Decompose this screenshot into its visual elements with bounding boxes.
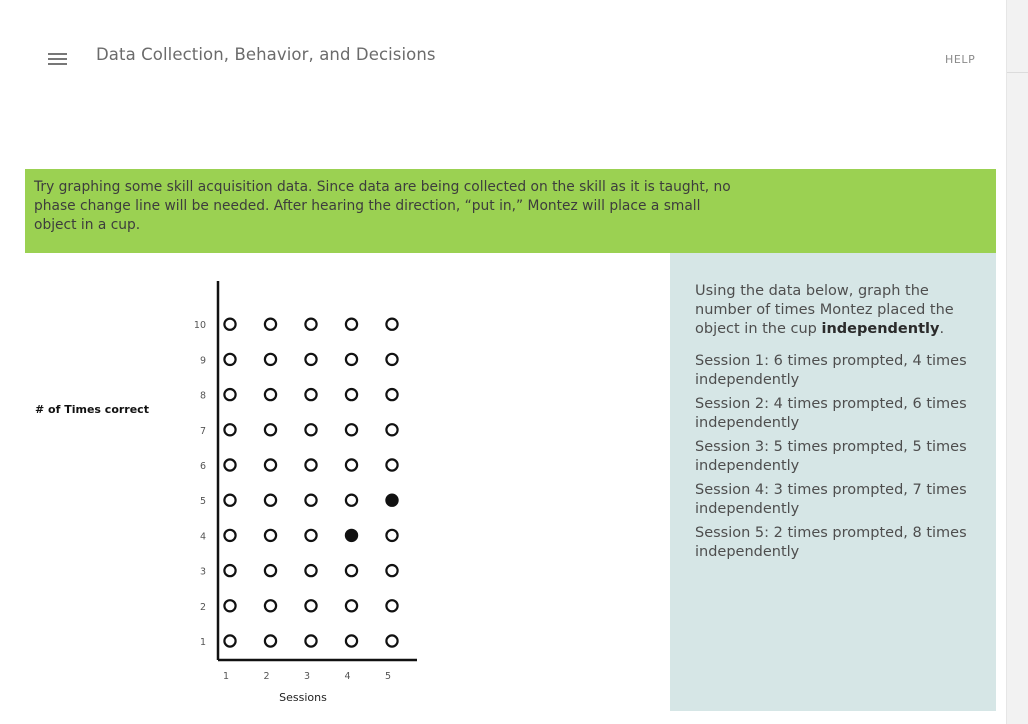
y-tick-label-5: 5 (199, 496, 206, 508)
empty-dot-session-5-value-1[interactable] (386, 635, 397, 646)
x-tick-label-1: 1 (222, 671, 230, 682)
empty-dot-session-5-value-10[interactable] (386, 319, 397, 330)
empty-dot-session-5-value-7[interactable] (386, 424, 397, 435)
session-3-data: Session 3: 5 times prompted, 5 times independently (695, 439, 967, 474)
help-link[interactable]: HELP (945, 53, 976, 66)
empty-dot-session-3-value-7[interactable] (305, 424, 316, 435)
session-2-data: Session 2: 4 times prompted, 6 times independently (695, 396, 967, 431)
panel-intro-bold: independently (821, 321, 940, 337)
empty-dot-session-3-value-1[interactable] (305, 635, 316, 646)
empty-dot-session-5-value-2[interactable] (386, 600, 397, 611)
data-point-session-4-value-4[interactable] (346, 530, 357, 541)
app-title: Data Collection, Behavior, and Decisions (96, 45, 436, 64)
empty-dot-session-4-value-6[interactable] (346, 459, 357, 470)
empty-dot-session-3-value-5[interactable] (305, 495, 316, 506)
empty-dot-session-4-value-9[interactable] (346, 354, 357, 365)
instruction-banner (25, 169, 996, 253)
empty-dot-session-2-value-3[interactable] (265, 565, 276, 576)
empty-dot-session-1-value-6[interactable] (224, 459, 235, 470)
empty-dot-session-2-value-4[interactable] (265, 530, 276, 541)
y-tick-label-6: 6 (199, 461, 206, 472)
y-tick-label-8: 8 (199, 390, 206, 402)
empty-dot-session-4-value-10[interactable] (346, 319, 357, 330)
empty-dot-session-1-value-4[interactable] (224, 530, 235, 541)
y-tick-label-2: 2 (199, 601, 206, 613)
session-4-data: Session 4: 3 times prompted, 7 times independently (695, 482, 967, 517)
y-tick-label-9: 9 (199, 355, 206, 367)
empty-dot-session-3-value-8[interactable] (305, 389, 316, 400)
empty-dot-session-5-value-4[interactable] (386, 530, 397, 541)
x-tick-label-5: 5 (384, 671, 392, 682)
scrollbar-separator (1007, 72, 1028, 73)
empty-dot-session-2-value-1[interactable] (265, 635, 276, 646)
empty-dot-session-1-value-10[interactable] (224, 319, 235, 330)
empty-dot-session-5-value-3[interactable] (386, 565, 397, 576)
empty-dot-session-4-value-7[interactable] (346, 424, 357, 435)
x-tick-label-4: 4 (344, 671, 351, 682)
hamburger-menu-icon[interactable] (48, 53, 67, 66)
data-panel (670, 253, 996, 711)
empty-dot-session-1-value-3[interactable] (224, 565, 235, 576)
empty-dot-session-4-value-1[interactable] (346, 635, 357, 646)
session-1-data: Session 1: 6 times prompted, 4 times independently (695, 353, 967, 388)
empty-dot-session-2-value-8[interactable] (265, 389, 276, 400)
empty-dot-session-1-value-1[interactable] (224, 635, 235, 646)
data-point-session-5-value-5[interactable] (386, 495, 397, 506)
y-tick-label-4: 4 (199, 531, 206, 543)
dot-graph[interactable] (0, 253, 670, 724)
x-tick-label-3: 3 (303, 671, 311, 682)
empty-dot-session-5-value-6[interactable] (386, 459, 397, 470)
empty-dot-session-4-value-2[interactable] (346, 600, 357, 611)
empty-dot-session-1-value-7[interactable] (224, 424, 235, 435)
empty-dot-session-1-value-8[interactable] (224, 389, 235, 400)
empty-dot-session-4-value-8[interactable] (346, 389, 357, 400)
panel-intro-text: Using the data below, graph the number of times Montez placed the object in the cup (695, 283, 954, 337)
empty-dot-session-3-value-10[interactable] (305, 319, 316, 330)
panel-intro-period: . (939, 321, 945, 337)
panel-intro (695, 282, 987, 339)
empty-dot-session-2-value-9[interactable] (265, 354, 276, 365)
graph-area (0, 253, 670, 724)
empty-dot-session-2-value-6[interactable] (265, 459, 276, 470)
empty-dot-session-5-value-8[interactable] (386, 389, 397, 400)
empty-dot-session-3-value-9[interactable] (305, 354, 316, 365)
empty-dot-session-2-value-7[interactable] (265, 424, 276, 435)
empty-dot-session-2-value-5[interactable] (265, 495, 276, 506)
empty-dot-session-4-value-3[interactable] (346, 565, 357, 576)
instruction-text: Try graphing some skill acquisition data. Since data are being collected on the skill as it is taught, no phase change line will be needed. After hearing the direction, “put in,” Montez will place a small object in a cup. (34, 179, 731, 233)
y-tick-label-7: 7 (199, 425, 206, 437)
y-axis-title: # of Times correct (35, 403, 149, 416)
empty-dot-session-5-value-9[interactable] (386, 354, 397, 365)
y-tick-label-3: 3 (199, 566, 206, 578)
empty-dot-session-1-value-5[interactable] (224, 495, 235, 506)
empty-dot-session-2-value-2[interactable] (265, 600, 276, 611)
empty-dot-session-1-value-9[interactable] (224, 354, 235, 365)
empty-dot-session-3-value-3[interactable] (305, 565, 316, 576)
empty-dot-session-2-value-10[interactable] (265, 319, 276, 330)
empty-dot-session-3-value-6[interactable] (305, 459, 316, 470)
data-text (695, 282, 987, 567)
session-5-data: Session 5: 2 times prompted, 8 times independently (695, 525, 967, 560)
scrollbar-track[interactable] (1007, 0, 1028, 724)
empty-dot-session-3-value-2[interactable] (305, 600, 316, 611)
empty-dot-session-4-value-5[interactable] (346, 495, 357, 506)
empty-dot-session-1-value-2[interactable] (224, 600, 235, 611)
x-tick-label-2: 2 (263, 671, 270, 682)
x-axis-title: Sessions (279, 691, 327, 704)
empty-dot-session-3-value-4[interactable] (305, 530, 316, 541)
y-tick-label-10: 10 (193, 320, 206, 332)
y-tick-label-1: 1 (199, 637, 206, 648)
